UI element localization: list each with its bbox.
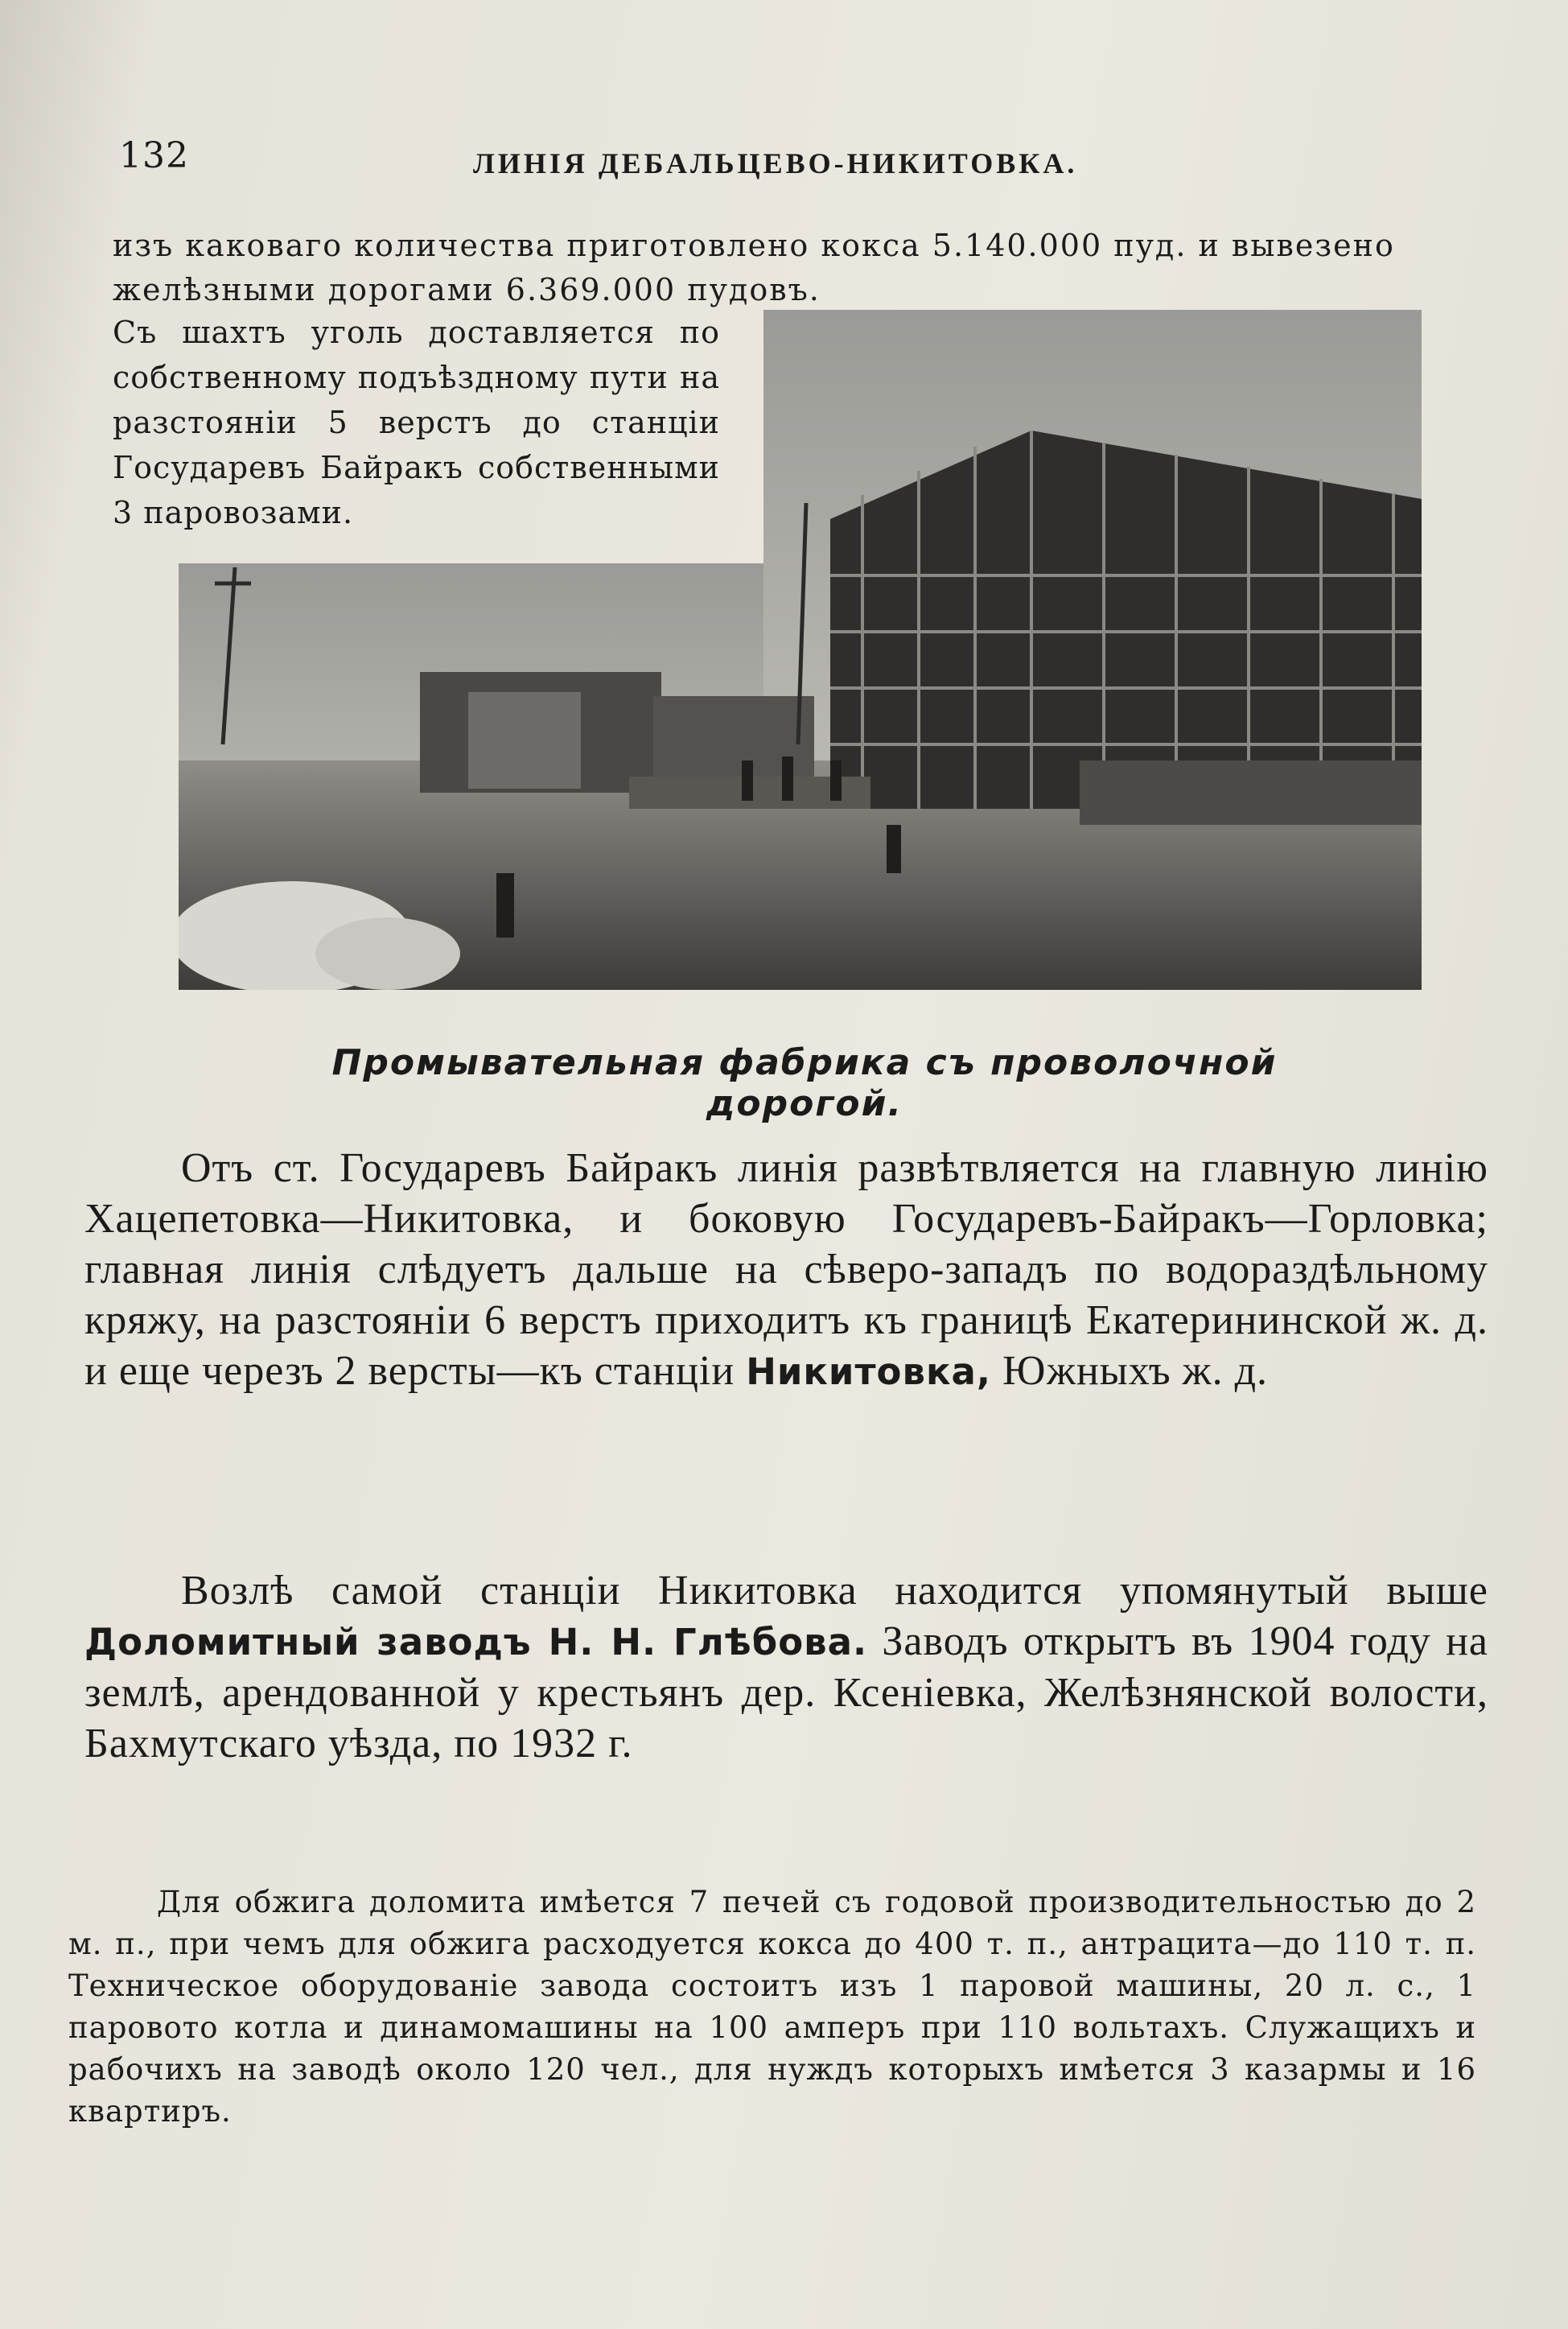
station-name-bold: Никитовка,: [746, 1350, 991, 1393]
footnote: Для обжига доломита имѣется 7 печей съ годовой производительностью до 2 м. п., при чемъ для обжига расходуется кокса до 400 т. п., антрацита—до 110 т. п. Техническое оборудованіе завода состоитъ изъ 1 паровой машины, 20 л. с., 1 паровото котла и динамомашины на 100 амперъ при 110 вольтахъ. Служащихъ и рабочихъ на заводѣ около 120 чел., для нуждъ которыхъ имѣется 3 казармы и 16 квартиръ.: [68, 1885, 1476, 2129]
running-title: ЛИНІЯ ДЕБАЛЬЦЕВО-НИКИТОВКА.: [473, 147, 1078, 179]
page-number: 132: [119, 135, 189, 176]
page-header: [119, 135, 1471, 192]
paragraph-2: [84, 1565, 1488, 1769]
continued-text: изъ каковаго количества приготовлено кокса 5.140.000 пуд. и вывезено желѣзными дорогами 6.369.000 пудовъ.: [113, 228, 1395, 307]
factory-name-bold: Доломитный заводъ Н. Н. Глѣбова.: [84, 1621, 868, 1663]
paragraph-2-text-b: Заводъ открытъ въ 1904 году на землѣ, арендованной у крестьянъ дер. Ксеніевка, Желѣзнянской волости, Бахмутскаго уѣзда, по 1932 г.: [84, 1618, 1489, 1766]
paragraph-2-text-a: Возлѣ самой станціи Никитовка находится упомянутый выше: [181, 1568, 1488, 1614]
paragraph-1-text-a: Отъ ст. Государевъ Байракъ линія развѣтвляется на главную линію Хацепетовка—Никитовка, и боковую Государевъ-Байракъ—Горловка; главная линія слѣдуетъ дальше на сѣверо-западъ по водораздѣльному кряжу, на разстояніи 6 верстъ приходитъ къ границѣ Екатерининской ж. д. и еще черезъ 2 версты—къ станціи: [84, 1145, 1488, 1394]
paragraph-1: [84, 1143, 1488, 1397]
photo-caption: Промывательная фабрика съ проволочной дорогой.: [331, 1042, 1278, 1124]
photo-side-text: Съ шахтъ уголь доставляется по собственному подъѣздному пути на разстояніи 5 верстъ до станціи Государевъ Байракъ собственными 3 паровозами.: [113, 315, 720, 530]
paragraph-1-text-b: Южныхъ ж. д.: [990, 1348, 1269, 1394]
